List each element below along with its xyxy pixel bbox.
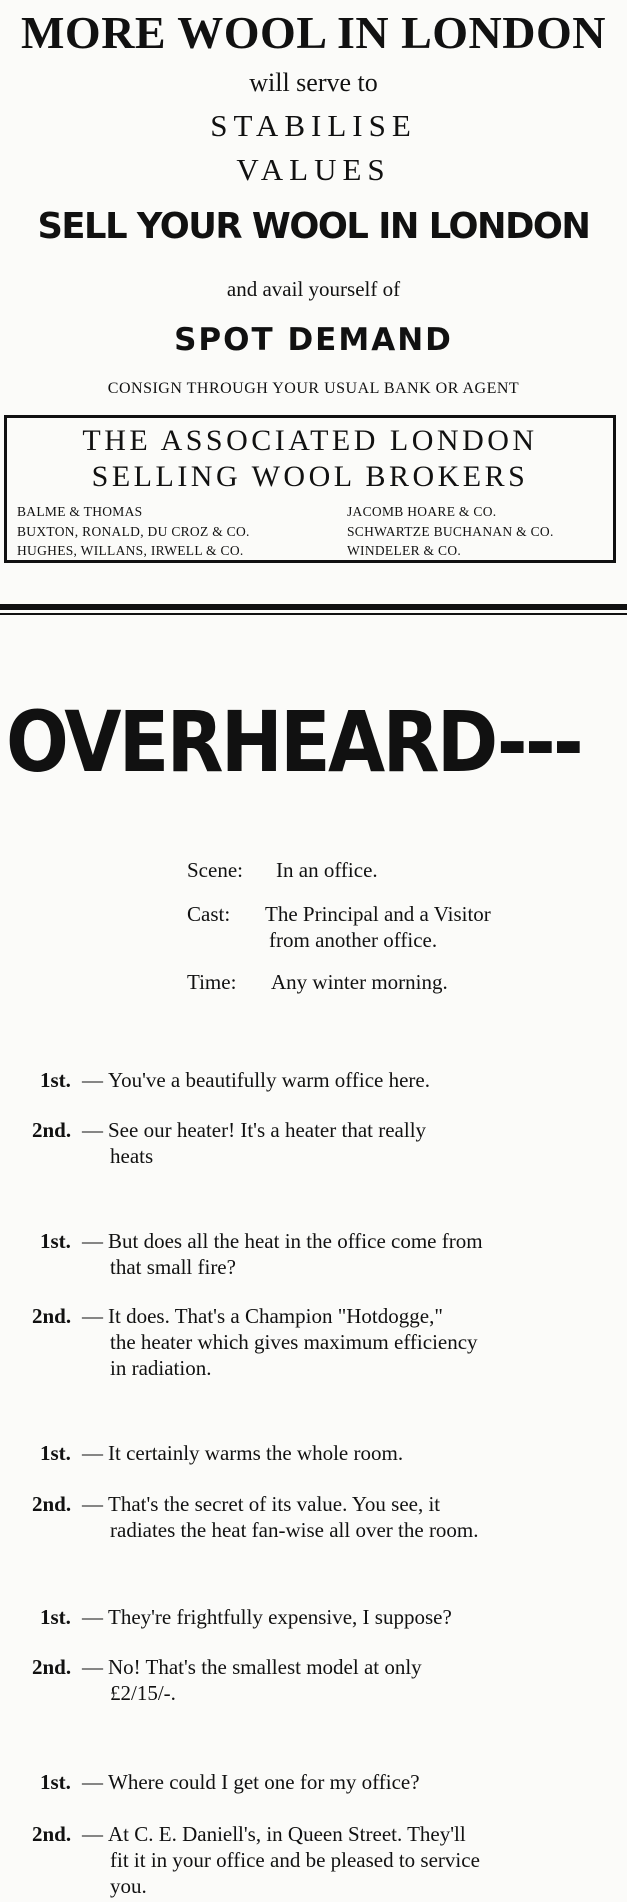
dialogue-line: heats [110, 1144, 154, 1168]
brokers-title-line-2: SELLING WOOL BROKERS [91, 460, 529, 493]
cast-value-2: from another office. [269, 928, 438, 952]
brokers-box [4, 415, 616, 563]
dialogue-speaker: 2nd. [32, 1822, 72, 1846]
dialogue-line: Where could I get one for my office? [108, 1770, 420, 1794]
brokers-title-line-1: THE ASSOCIATED LONDON [82, 424, 538, 457]
dialogue-speaker: 1st. [40, 1068, 71, 1092]
dialogue-line: At C. E. Daniell's, in Queen Street. They'll [108, 1822, 466, 1846]
time-label: Time: [187, 970, 237, 994]
overheard-title: OVERHEARD--- [6, 693, 582, 791]
broker-name: JACOMB HOARE & CO. [347, 504, 497, 519]
dialogue-speaker: 2nd. [32, 1655, 72, 1679]
broker-name: HUGHES, WILLANS, IRWELL & CO. [17, 543, 244, 558]
dialogue-dash: — [82, 1770, 103, 1794]
ad-line-consign: CONSIGN THROUGH YOUR USUAL BANK OR AGENT [107, 380, 520, 397]
scene-value: In an office. [276, 858, 378, 882]
dialogue-dash: — [82, 1822, 103, 1846]
dialogue-speaker: 2nd. [32, 1304, 72, 1328]
wool-advertisement [0, 0, 627, 600]
dialogue-dash: — [82, 1605, 103, 1629]
cast-label: Cast: [187, 902, 231, 926]
dialogue-dash: — [82, 1229, 103, 1253]
scene-label: Scene: [187, 858, 243, 882]
dialogue-line: in radiation. [110, 1356, 212, 1380]
dialogue-line: No! That's the smallest model at only [108, 1655, 422, 1679]
dialogue-dash: — [82, 1068, 103, 1092]
dialogue-line: you. [110, 1874, 147, 1898]
broker-name: BUXTON, RONALD, DU CROZ & CO. [17, 524, 250, 539]
dialogue-line: fit it in your office and be pleased to service [110, 1848, 480, 1872]
dialogue-line: But does all the heat in the office come from [108, 1229, 483, 1253]
ad-headline-more-wool: MORE WOOL IN LONDON [21, 7, 606, 58]
dialogue-speaker: 1st. [40, 1229, 71, 1253]
ad-line-avail: and avail yourself of [226, 277, 401, 301]
dialogue-line: See our heater! It's a heater that really [108, 1118, 427, 1142]
broker-name: SCHWARTZE BUCHANAN & CO. [347, 524, 554, 539]
cast-value-1: The Principal and a Visitor [265, 902, 491, 926]
broker-name: WINDELER & CO. [347, 543, 462, 558]
ad-line-values: VALUES [236, 152, 391, 187]
dialogue-speaker: 2nd. [32, 1492, 72, 1516]
dialogue-line: £2/15/-. [110, 1681, 176, 1705]
ad-headline-spot-demand: SPOT DEMAND [174, 322, 453, 358]
ad-line-stabilise: STABILISE [210, 108, 417, 143]
dialogue-dash: — [82, 1655, 103, 1679]
dialogue-speaker: 1st. [40, 1441, 71, 1465]
ad-line-serve: will serve to [249, 68, 378, 97]
dialogue-line: They're frightfully expensive, I suppose? [108, 1605, 452, 1629]
dialogue-speaker: 1st. [40, 1770, 71, 1794]
dialogue-dash: — [82, 1441, 103, 1465]
dialogue-speaker: 1st. [40, 1605, 71, 1629]
ad-headline-sell-wool: SELL YOUR WOOL IN LONDON [37, 206, 590, 247]
dialogue-line: radiates the heat fan-wise all over the room. [110, 1518, 479, 1542]
dialogue-line: You've a beautifully warm office here. [108, 1068, 430, 1092]
dialogue-line: the heater which gives maximum efficiency [110, 1330, 478, 1354]
dialogue-line: that small fire? [110, 1255, 236, 1279]
time-value: Any winter morning. [271, 970, 448, 994]
dialogue-dash: — [82, 1118, 103, 1142]
dialogue-line: It certainly warms the whole room. [108, 1441, 404, 1465]
section-divider-thin [0, 613, 627, 615]
dialogue-line: That's the secret of its value. You see, it [108, 1492, 441, 1516]
section-divider-thick [0, 604, 627, 610]
dialogue-line: It does. That's a Champion "Hotdogge," [108, 1304, 443, 1328]
dialogue-dash: — [82, 1304, 103, 1328]
dialogue-speaker: 2nd. [32, 1118, 72, 1142]
dialogue-dash: — [82, 1492, 103, 1516]
broker-name: BALME & THOMAS [17, 504, 143, 519]
